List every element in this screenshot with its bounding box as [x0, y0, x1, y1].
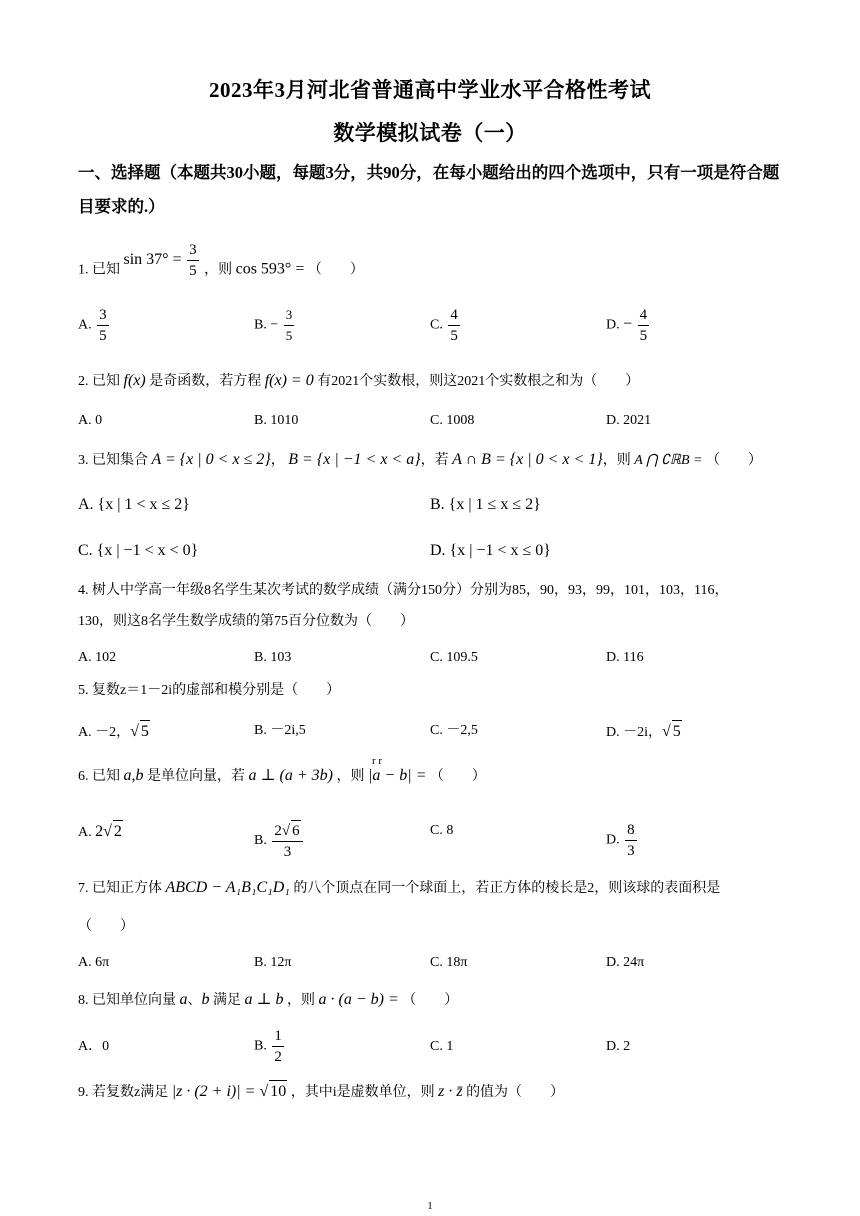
question-6: 6. 已知 a,b 是单位向量，若 a ⊥ (a + 3b) ，则 |a − b| = （ ）: [78, 767, 486, 784]
q5-option-d[interactable]: D. －2i，√ 5: [606, 720, 682, 744]
q5-option-b[interactable]: B. －2i,5: [254, 723, 306, 738]
q1-fraction: $\frac{3}{5}$: [189, 242, 197, 279]
question-3: 3. 已知集合 A = {x | 0 < x ≤ 2}， B = {x | −1 < x < a}，若 A ∩ B = {x | 0 < x < 1}，则 A ⋂ ∁ℝB = （ ）: [78, 451, 763, 468]
q2-option-a[interactable]: A. 0: [78, 413, 103, 428]
q6-option-c[interactable]: C. 8: [430, 823, 454, 838]
q5-option-c[interactable]: C. －2,5: [430, 723, 478, 738]
q1-sin: sin 37° =: [123, 250, 182, 268]
question-9: 9. 若复数z满足 |z · (2 + i)| = √ 10 ，其中i是虚数单位，则 z · z̄ 的值为（ ）: [78, 1080, 564, 1104]
q8-option-c[interactable]: C. 1: [430, 1039, 454, 1054]
q7-option-d[interactable]: D. 24π: [606, 955, 645, 970]
question-7-line-2: （ ）: [78, 919, 134, 934]
exam-subtitle: 数学模拟试卷（一）: [333, 121, 527, 145]
q4-option-a[interactable]: A. 102: [78, 650, 117, 665]
q8-option-a[interactable]: A．0: [78, 1039, 110, 1054]
q3-option-a[interactable]: A. {x | 1 < x ≤ 2}: [78, 496, 190, 513]
q1-cos: cos 593° =: [235, 260, 305, 278]
exam-title: 2023年3月河北省普通高中学业水平合格性考试: [209, 78, 651, 102]
q8-option-d[interactable]: D. 2: [606, 1039, 631, 1054]
q2-option-d[interactable]: D. 2021: [606, 413, 652, 428]
question-4-line-2: 130，则这8名学生数学成绩的第75百分位数为（ ）: [78, 614, 414, 629]
q1-prefix: 1. 已知: [78, 262, 120, 278]
q1-option-b[interactable]: B. − $\frac{3}{5}$: [254, 307, 293, 343]
q1-option-d[interactable]: D. − $\frac{4}{5}$: [606, 307, 648, 344]
q2-option-b[interactable]: B. 1010: [254, 413, 299, 428]
q4-option-b[interactable]: B. 103: [254, 650, 292, 665]
q6-option-d[interactable]: D. $\frac{8}{3}$: [606, 822, 635, 859]
q3-option-b[interactable]: B. {x | 1 ≤ x ≤ 2}: [430, 496, 541, 513]
q8-option-b[interactable]: B. $\frac{1}{2}$: [254, 1028, 282, 1065]
question-1: [78, 242, 364, 291]
q7-option-b[interactable]: B. 12π: [254, 955, 292, 970]
q6-option-a[interactable]: A. 2√ 2: [78, 820, 123, 844]
q1-mid: ，则: [204, 262, 233, 278]
q2-option-c[interactable]: C. 1008: [430, 413, 475, 428]
q4-option-c[interactable]: C. 109.5: [430, 650, 478, 665]
q4-option-d[interactable]: D. 116: [606, 650, 644, 665]
q6-option-b[interactable]: B. $\frac{2√ 6}{3}$: [254, 820, 305, 862]
page-number: 1: [427, 1200, 433, 1212]
question-4-line-1: 4. 树人中学高一年级8名学生某次考试的数学成绩（满分150分）分别为85，90，93，99，101，103，116，: [78, 583, 729, 598]
question-7: 7. 已知正方体 ABCD − A₁B₁C₁D₁ 的八个顶点在同一个球面上，若正方体的棱长是2，则该球的表面积是: [78, 879, 721, 896]
q5-option-a[interactable]: A. －2，√ 5: [78, 720, 150, 744]
question-8: 8. 已知单位向量 a、b 满足 a ⊥ b ，则 a · (a − b) = （ ）: [78, 991, 459, 1008]
q1-option-a[interactable]: A. $\frac{3}{5}$: [78, 307, 107, 344]
q7-option-a[interactable]: A. 6π: [78, 955, 110, 970]
q1-tail: （ ）: [307, 262, 364, 278]
question-5: 5. 复数z＝1－2i的虚部和模分别是（ ）: [78, 683, 341, 698]
q7-option-c[interactable]: C. 18π: [430, 955, 468, 970]
question-2: 2. 已知 f(x) 是奇函数，若方程 f(x) = 0 有2021个实数根，则这2021个实数根之和为（ ）: [78, 372, 640, 389]
q1-option-c[interactable]: C. $\frac{4}{5}$: [430, 307, 458, 344]
section-heading: 一、选择题（本题共30小题，每题3分，共90分，在每小题给出的四个选项中，只有一项是符合题目要求的.）: [78, 163, 780, 216]
q6-vector-marks: r r: [372, 755, 383, 767]
q3-option-c[interactable]: C. {x | −1 < x < 0}: [78, 542, 199, 559]
q3-option-d[interactable]: D. {x | −1 < x ≤ 0}: [430, 542, 551, 559]
